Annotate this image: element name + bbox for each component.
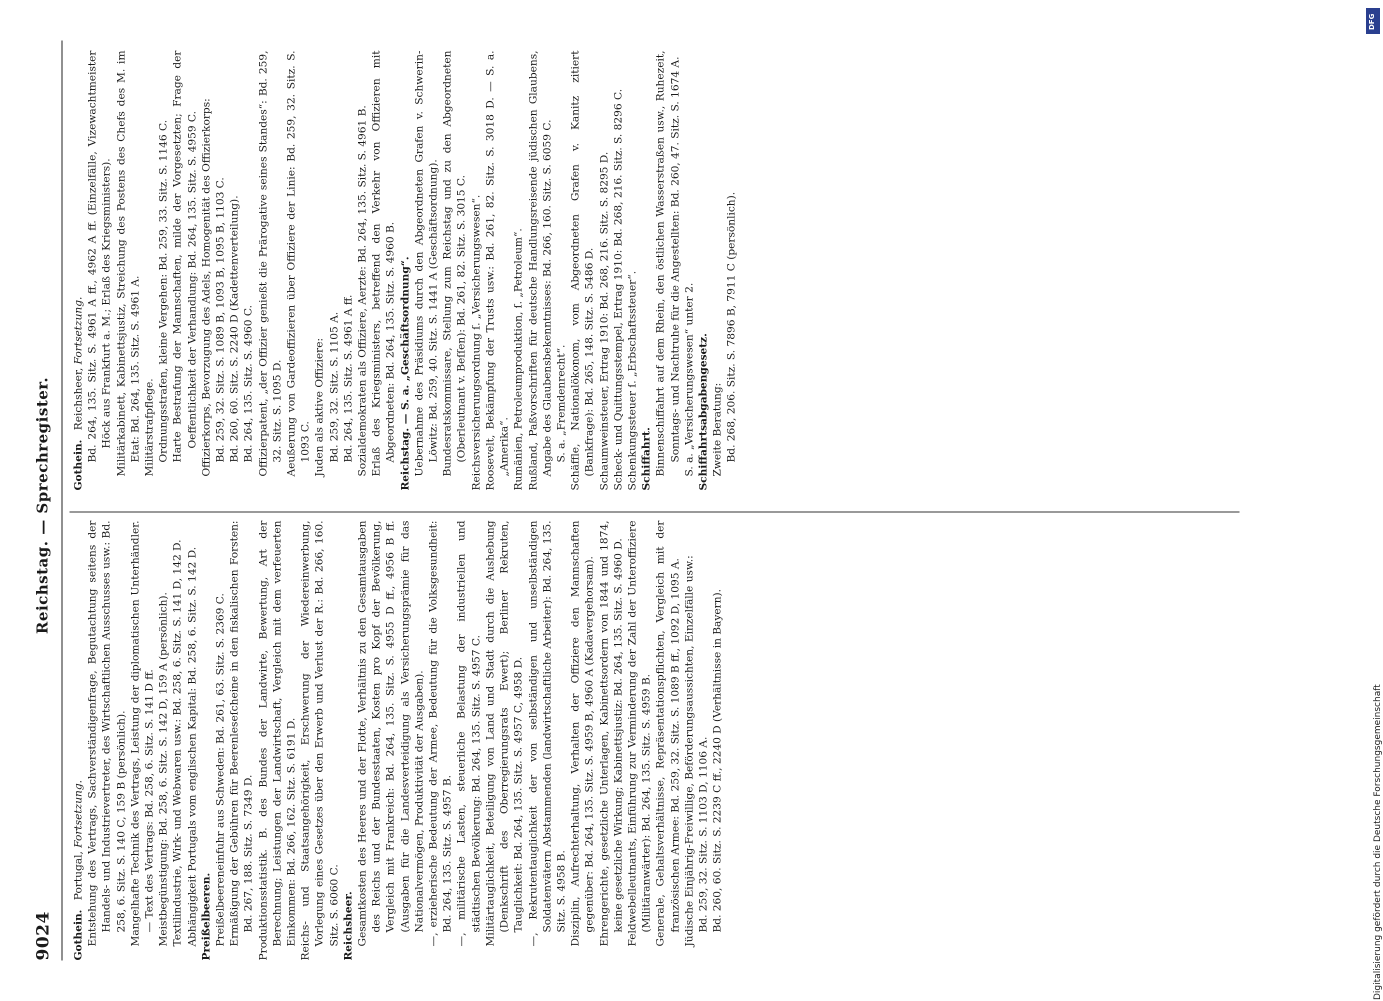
index-entry: Reichsversicherungsordnung ſ. „Versicherungswesen“. (470, 194, 483, 491)
index-entry: Disziplin, Aufrechterhaltung, Verhalten der Offiziere den Mannschaften gegenüber: Bd. 264, 135. Sitz. S. 4959 B, 4960 A (Kadavergehorsam). (569, 520, 596, 947)
index-entry: Gesamtkosten des Heeres und der Flotte, Verhältnis zu den Gesamtausgaben des Reichs und der Bundesstaaten, Kosten pro Kopf der Bevölkerung, Vergleich mit Frankreich: Bd. 264, 135. Sitz. S. 4955 D ff., 4956 B ff. (Ausgaben für die Landesverteidigung als Versicherungsprämie für das Nationalvermögen, Produktivität der Ausgaben). (356, 520, 426, 947)
right-column (70, 51, 1300, 491)
index-entry: —, militärische Lasten, steuerliche Belastung der industriellen und städtischen Bevölkerung: Bd. 264, 135. Sitz. S. 4957 C. (455, 520, 483, 947)
index-entry: Offizierkorps, Bevorzugung des Adels, Homogenität des Offizierkorps: (200, 98, 213, 477)
index-entry: Preißelbeereneinfuhr aus Schweden: Bd. 261, 63. Sitz. S. 2369 C. (214, 593, 227, 947)
left-column (70, 521, 1300, 961)
index-entry: Roosevelt, Bekämpfung der Trusts usw.: Bd. 261, 82. Sitz. S. 3018 D. — S. a. „Amerika“. (484, 50, 511, 491)
lead-continuation: Fortsetzung. (72, 296, 85, 365)
index-entry: Schäffle, Nationalökonom, vom Abgeordneten Grafen v. Kanitz zitiert (Bankfrage): Bd. 265, 148. Sitz. S. 5486 D. (569, 50, 596, 491)
index-entry: Juden als aktive Offiziere: (313, 337, 326, 477)
index-entry: Rumänien, Petroleumproduktion, ſ. „Petroleum“. (512, 228, 525, 491)
page-header (20, 51, 58, 961)
index-entry: Rußland, Paßvorschriften für deutsche Handlungsreisende jüdischen Glaubens, Angabe des Glaubensbekenntnisses: Bd. 266, 160. Sitz. S. 6059 C. (527, 50, 554, 491)
index-entry: Reichstag. — S. a. „Geschäftsordnung“. (399, 256, 412, 491)
header-rule (62, 41, 63, 961)
index-entry: Reichs- und Staatsangehörigkeit, Erschwerung der Wiedereinwerbung, Vorlegung eines Gesetzes über den Erwerb und Verlust der R.: Bd. 266, 160. Sitz. S. 6060 C. (299, 520, 341, 961)
index-entry: Bd. 260, 60. Sitz. S. 2239 C ff., 2240 D (Verhältnisse in Bayern). (711, 588, 724, 933)
document-page (0, 1, 1383, 1001)
index-entry: Sozialdemokraten als Offiziere, Aerzte: Bd. 264, 135. Sitz. S. 4961 B. (356, 105, 369, 477)
index-entry: Harte Bestrafung der Mannschaften, milde der Vorgesetzten; Frage der Oeffentlichkeit der Verhandlung: Bd. 264, 135. Sitz. S. 4959 C. (171, 50, 199, 463)
index-entry: Ermäßigung der Gebühren für Beerenleseſcheine in den fiskalischen Forsten: Bd. 267, 188. Sitz. S. 7349 D. (228, 520, 255, 947)
index-entry: Produktionsstatistik. B. des Bundes der Landwirte, Bewertung, Art der Berechnung; Leistungen der Landwirtschaft, Vergleich mit dem verfeuerten Einkommen: Bd. 266, 162. Sitz. S. 6191 D. (257, 520, 298, 961)
index-entry: Generale, Gehaltsverhältnisse, Repräsentationspflichten, Vergleich mit der französischen Armee: Bd. 259, 32. Sitz. S. 1089 B ff., 1092 D, 1095 A. (654, 520, 682, 947)
index-entry: Militärkabinett, Kabinettsjustiz, Streichung des Postens des Chefs des M. im Etat: Bd. 264, 135. Sitz. S. 4961 A. (115, 50, 142, 477)
index-entry: Militärtauglichkeit, Beteiligung von Land und Stadt durch die Aushebung (Denkschrift des Oberregierungsrats Ewert); Berliner Rekruten, Tauglichkeit: Bd. 264, 135. Sitz. S. 4957 C, 4958 D. (484, 520, 525, 947)
index-entry: Textilindustrie, Wirk- und Webwaren usw.: Bd. 258, 6. Sitz. S. 141 D, 142 D. (171, 539, 184, 947)
column-divider (70, 512, 1240, 513)
page-number: 9024 (33, 911, 54, 961)
right-entries (86, 51, 739, 491)
index-entry: Bd. 259, 32. Sitz. S. 1089 B, 1093 B, 1095 B, 1103 C. (214, 177, 227, 463)
index-entry: Bd. 259, 32. Sitz. S. 1103 D, 1106 A. (697, 736, 710, 933)
left-lead (72, 521, 86, 961)
index-entry: Jüdische Einjährig-Freiwillige, Beförderungsaussichten, Einzelfälle usw.: (683, 555, 696, 947)
lead-topic: Reichsheer, (72, 367, 85, 431)
index-entry: Abhängigkeit Portugals vom englischen Kapital: Bd. 258, 6. Sitz. S. 142 D. (186, 546, 199, 947)
index-entry: Binnenschiffahrt auf dem Rhein, den östlichen Wasserstraßen usw., Ruhezeit, Sonntags- und Nachtruhe für die Angestellten: Bd. 260, 47. Sitz. S. 1674 A. (654, 50, 682, 477)
index-entry: Bd. 260, 60. Sitz. S. 2240 D (Kadettenverteilung). (228, 195, 241, 463)
speaker-name: Gothein. (72, 439, 85, 491)
index-entry: Bd. 264, 135. Sitz. S. 4961 A ff., 4962 A ff. (Einzelfälle, Vizewachtmeister Höck aus Frankfurt a. M.; Erlaß des Kriegsministers). (86, 50, 113, 463)
index-entry: Scheck- und Quittungsstempel, Ertrag 1910: Bd. 268, 216. Sitz. S. 8296 C. (612, 88, 625, 491)
index-entry: S. a. „Fremdenrecht“. (555, 344, 568, 463)
index-entry: Reichsheer. (342, 891, 355, 961)
index-entry: Uebernahme des Präsidiums durch den Abgeordneten Grafen v. Schwerin-Löwitz: Bd. 259, 40. Sitz. S. 1441 A (Geschäftsordnung). (413, 50, 440, 477)
index-entry: Schenkungssteuer ſ. „Erbschaftssteuer“. (626, 270, 639, 491)
index-entry: Bd. 264, 135. Sitz. S. 4961 A ff. (342, 294, 355, 463)
speaker-name: Gothein. (72, 909, 85, 961)
index-entry: Schiffahrtsabgabengesetz. (697, 333, 710, 491)
index-entry: Erlaß des Kriegsministers, betreffend den Verkehr von Offizieren mit Abgeordneten: Bd. 264, 135. Sitz. S. 4960 B. (370, 50, 397, 477)
index-entry: Offizierpatent, „der Offizier genießt die Prärogative seines Standes“: Bd. 259, 32. Sitz. S. 1095 D. (257, 50, 284, 477)
index-entry: Preißelbeeren. (200, 872, 213, 961)
index-entry: Ordnungsstrafen, kleine Vergehen: Bd. 259, 33. Sitz. S. 1146 C. (157, 119, 170, 463)
index-entry: Entstehung des Vertrags, Sachverständigenfrage, Begutachtung seitens der Handels- und Industrievertreter, des Wirtschaftlichen Ausschusses usw.: Bd. 258, 6. Sitz. S. 140 C, 159 B (persönlich). (86, 520, 128, 947)
index-entry: Schaumweinsteuer, Ertrag 1910: Bd. 268, 216. Sitz. S. 8295 D. (598, 151, 611, 491)
index-entry: Bundesratskommissare, Stellung zum Reichstag und zu den Abgeordneten (Oberleutnant v. Beſſen): Bd. 261, 82. Sitz. S. 3015 C. (441, 50, 468, 477)
index-entry: Bd. 264, 135. Sitz. S. 4960 C. (242, 305, 255, 463)
index-entry: Meistbegünstigung: Bd. 258, 6. Sitz. S. 142 D, 159 A (persönlich). (157, 592, 170, 947)
running-title: Reichstag. — Sprechregister. (33, 376, 52, 635)
index-entry: Bd. 268, 206. Sitz. S. 7896 B, 7911 C (persönlich). (725, 191, 738, 463)
index-entry: Aeußerung von Gardeoffizieren über Offiziere der Linie: Bd. 259, 32. Sitz. S. 1093 C. (285, 50, 312, 477)
index-entry: Mangelhafte Technik des Vertrags, Leistung der diplomatischen Unterhändler. — Text des Vertrags: Bd. 258, 6. Sitz. S. 141 D ff. (129, 520, 156, 947)
index-entry: Schiffahrt. (640, 427, 653, 491)
lead-continuation: Fortsetzung. (72, 779, 85, 848)
digitization-credit: Digitalisierung gefördert durch die Deutsche Forschungsgemeinschaft (1373, 684, 1383, 1000)
right-lead (72, 51, 86, 491)
index-entry: Bd. 259, 32. Sitz. S. 1105 A. (328, 311, 341, 463)
index-entry: Militärstrafpflege. (143, 378, 156, 477)
left-entries (86, 521, 725, 961)
lead-topic: Portugal, (72, 851, 85, 901)
index-entry: S. a. „Versicherungswesen“ unter 2. (683, 282, 696, 477)
index-entry: Ehrengerichte, gesetzliche Unterlagen, Kabinettsordern von 1844 und 1874, keine gesetzliche Wirkung; Kabinettsjustiz: Bd. 264, 135. Sitz. S. 4960 D. (598, 520, 625, 947)
index-entry: Zweite Beratung: (711, 382, 724, 477)
index-entry: —, erzieherische Bedeutung der Armee, Bedeutung für die Volksgesundheit: Bd. 264, 135. Sitz. S. 4957 B. (427, 520, 454, 947)
index-entry: —, Rekrutentauglichkeit der von selbständigen und unselbständigen Soldatenvätern Abstammenden (landwirtschaftliche Arbeiter): Bd. 264, 135. Sitz. S. 4958 B. (527, 520, 568, 947)
index-entry: Feldwebelleutnants, Einführung zur Verminderung der Zahl der Unteroffiziere (Militäranwärter): Bd. 264, 135. Sitz. S. 4959 B. (626, 520, 653, 947)
dfg-logo: DFG (1366, 8, 1380, 34)
